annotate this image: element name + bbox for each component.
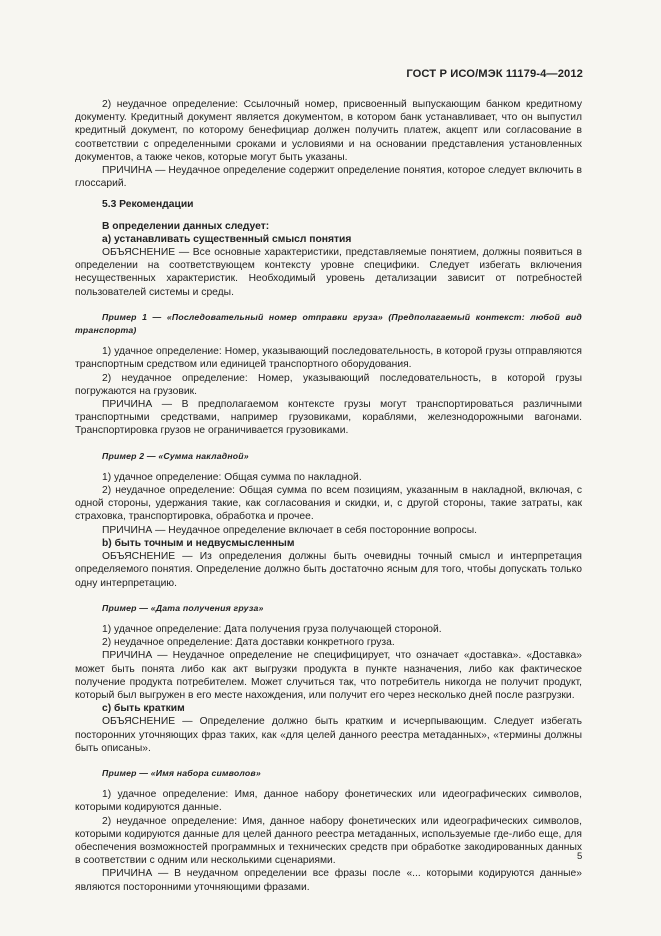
paragraph: 2) неудачное определение: Номер, указывающий последовательность, в которой грузы погружаются на грузовик. xyxy=(75,372,582,397)
paragraph: 2) неудачное определение: Дата доставки конкретного груза. xyxy=(102,637,395,649)
paragraph: ПРИЧИНА — Неудачное определение включает в себя посторонние вопросы. xyxy=(102,524,477,536)
paragraph: 1) удачное определение: Дата получения груза получающей стороной. xyxy=(102,623,442,635)
list-heading: с) быть кратким xyxy=(102,703,185,715)
paragraph: 2) неудачное определение: Ссылочный номер, присвоенный выпускающим банком кредитному документу. Кредитный документ является документом, в котором банк устанавливает, что он выпустил кредитный документ, по которому бенефициар должен получить платеж, акцепт или согласование в соответствии с определенными сроками и условиями и на основании представления установленных документов, а также чеков, которые могут быть указаны. xyxy=(75,99,582,163)
paragraph: ОБЪЯСНЕНИЕ — Все основные характеристики, представляемые понятием, должны появиться в определении на соответствующем контексту уровне специфики. Следует избегать включения несущественных характеристик. Необходимый уровень детализации зависит от потребностей пользователей системы и среды. xyxy=(75,247,582,298)
standard-header: ГОСТ Р ИСО/МЭК 11179-4—2012 xyxy=(406,68,583,80)
example-title: Пример — «Имя набора символов» xyxy=(102,767,261,778)
paragraph: ПРИЧИНА — Неудачное определение содержит определение понятия, которое следует включить в глоссарий. xyxy=(75,165,582,190)
list-heading: b) быть точным и недвусмысленным xyxy=(102,537,295,549)
page-number: 5 xyxy=(577,851,583,862)
paragraph: ПРИЧИНА — В предполагаемом контексте грузы могут транспортироваться различными транспортными средствами, например грузовиками, кораблями, железнодорожными вагонами. Транспортировка грузов не ограничивается грузовиками. xyxy=(75,399,582,437)
paragraph: В определении данных следует: xyxy=(102,220,270,232)
document-body xyxy=(75,98,582,894)
paragraph: 2) неудачное определение: Имя, данное набору фонетических или идеографических символов, которыми кодируются данные для целей данного реестра метаданных, используемые где-либо еще, для обеспечения возможностей программных и технических средств при обработке закодированных данных в соответствии с одним или несколькими сценариями. xyxy=(75,815,582,867)
paragraph: 1) удачное определение: Общая сумма по накладной. xyxy=(102,471,362,483)
paragraph: 1) удачное определение: Имя, данное набору фонетических или идеографических символов, которыми кодируются данные. xyxy=(75,789,582,814)
paragraph: ОБЪЯСНЕНИЕ — Из определения должны быть очевидны точный смысл и интерпретация определяемого понятия. Определение должно быть достаточно ясным для того, чтобы допускать только одну интерпретацию. xyxy=(75,551,582,589)
example-title: Пример 1 — «Последовательный номер отправки груза» (Предполагаемый контекст: любой вид транспорта) xyxy=(75,311,582,336)
example-title: Пример 2 — «Сумма накладной» xyxy=(102,450,249,461)
paragraph: ПРИЧИНА — Неудачное определение не специфицирует, что означает «доставка». «Доставка» может быть понята либо как акт выгрузки продукта в пункте назначения, либо как фактическое получение продукта потребителем. Может случиться так, что потребитель никогда не получит продукт, который был выгружен в его месте нахождения, или получит его через несколько дней после разгрузки. xyxy=(75,650,582,701)
paragraph: 1) удачное определение: Номер, указывающий последовательность, в которой грузы отправляются транспортным средством или единицей транспортного оборудования. xyxy=(75,346,582,371)
section-heading: 5.3 Рекомендации xyxy=(102,199,194,211)
example-title: Пример — «Дата получения груза» xyxy=(102,602,264,613)
paragraph: 2) неудачное определение: Общая сумма по всем позициям, указанным в накладной, включая, с одной стороны, удержания такие, как согласования и скидки, и, с другой стороны, такие затраты, как страховка, транспортировка, обработка и прочее. xyxy=(75,485,582,523)
paragraph: ОБЪЯСНЕНИЕ — Определение должно быть кратким и исчерпывающим. Следует избегать посторонних уточняющих фраз таких, как «для целей данного реестра метаданных», «термины должны быть описаны». xyxy=(75,716,582,754)
list-heading: а) устанавливать существенный смысл понятия xyxy=(102,233,352,245)
paragraph: ПРИЧИНА — В неудачном определении все фразы после «... которыми кодируются данные» являются посторонними уточняющими фразами. xyxy=(75,868,582,893)
